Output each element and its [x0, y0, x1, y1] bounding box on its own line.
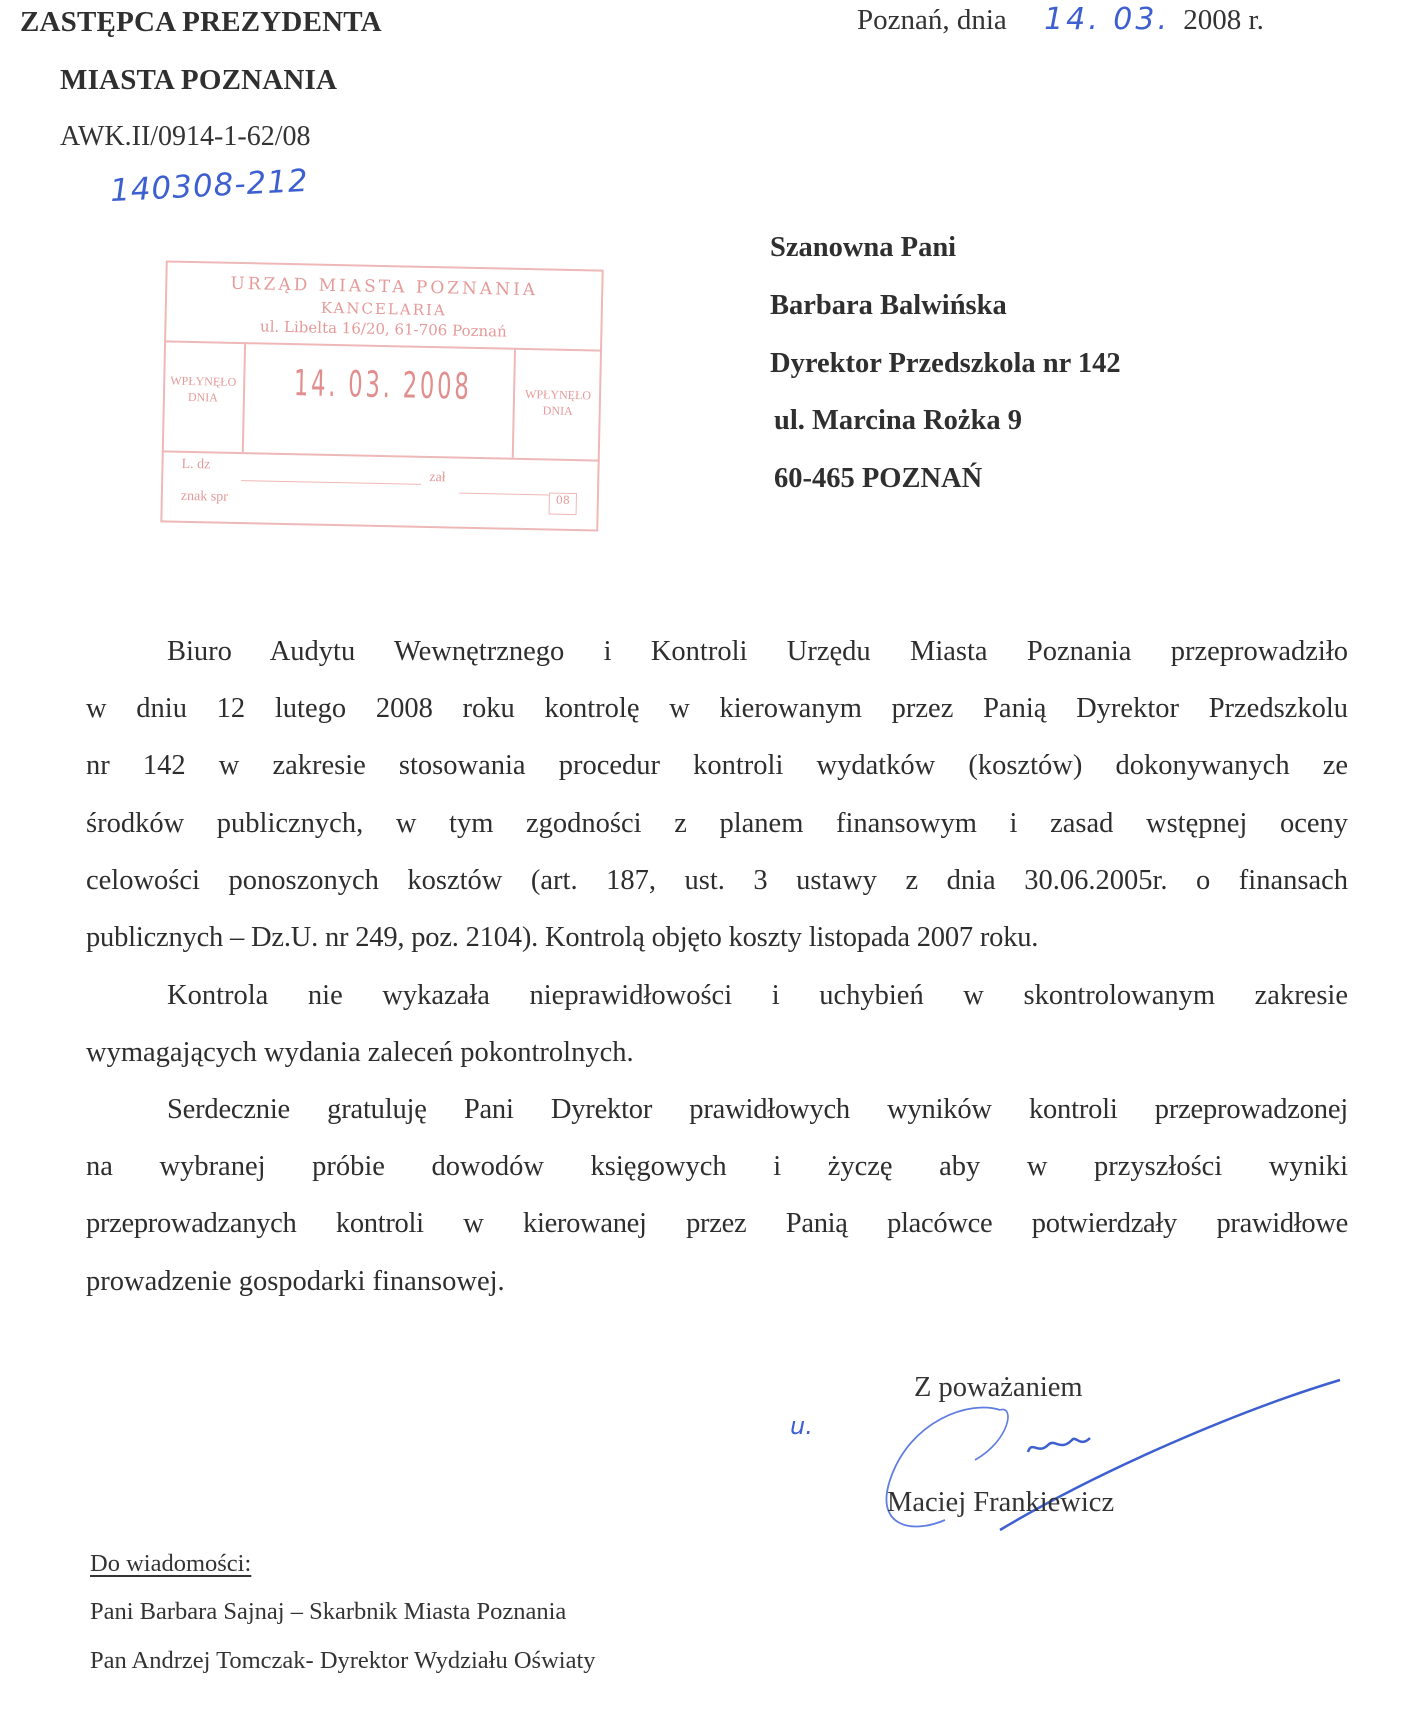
body-line: wymagających wydania zaleceń pokontrolnych. — [86, 1037, 634, 1068]
stamp-box: 08 — [549, 493, 577, 516]
date-suffix: 2008 r. — [1183, 4, 1264, 36]
body-line: Biuro Audytu Wewnętrznego i Kontroli Urzędu Miasta Poznania przeprowadziło — [167, 636, 1348, 667]
body-line: prowadzenie gospodarki finansowej. — [86, 1266, 505, 1297]
date-line — [857, 2, 1264, 37]
stamp-zal-label: zał — [429, 470, 446, 486]
body-line: przeprowadzanych kontroli w kierowanej przez Panią placówce potwierdzały prawidłowe — [86, 1208, 1348, 1239]
registry-stamp — [160, 260, 603, 531]
stamp-address: ul. Libelta 16/20, 61-706 Poznań — [259, 317, 507, 341]
body-line: Serdecznie gratuluję Pani Dyrektor prawidłowych wyników kontroli przeprowadzonej — [167, 1094, 1348, 1125]
handwritten-registry-number: 140308-212 — [109, 162, 310, 210]
reference-number: AWK.II/0914-1-62/08 — [60, 121, 311, 152]
signatory-name: Maciej Frankiewicz — [887, 1487, 1115, 1518]
body-line: celowości ponoszonych kosztów (art. 187, ust. 3 ustawy z dnia 30.06.2005r. o finansach — [86, 865, 1348, 896]
cc-heading: Do wiadomości: — [90, 1550, 252, 1577]
recipient-name: Barbara Balwińska — [770, 290, 1007, 321]
stamp-received-label: DNIA — [187, 389, 219, 405]
cc-recipient: Pan Andrzej Tomczak- Dyrektor Wydziału Oświaty — [90, 1647, 596, 1674]
stamp-received-right — [518, 386, 599, 420]
signature-stroke — [1028, 1438, 1090, 1452]
signature-stroke — [975, 1410, 1008, 1460]
stamp-received-left — [163, 372, 244, 406]
recipient-city: 60-465 POZNAŃ — [774, 463, 983, 494]
recipient-position: Dyrektor Przedszkola nr 142 — [770, 348, 1121, 379]
cc-recipient: Pani Barbara Sajnaj – Skarbnik Miasta Poznania — [90, 1598, 567, 1625]
stamp-received-label: WPŁYNĘŁO — [170, 373, 237, 389]
recipient-street: ul. Marcina Rożka 9 — [774, 405, 1023, 436]
body-line: Kontrola nie wykazała nieprawidłowości i uchybień w skontrolowanym zakresie — [167, 980, 1348, 1011]
body-line: w dniu 12 lutego 2008 roku kontrolę w kierowanym przez Panią Dyrektor Przedszkolu — [86, 693, 1348, 724]
sender-title-line2: MIASTA POZNANIA — [60, 64, 338, 96]
stamp-received-label: DNIA — [542, 403, 573, 418]
closing-regards: Z poważaniem — [914, 1372, 1083, 1403]
body-line: publicznych – Dz.U. nr 249, poz. 2104). Kontrolą objęto koszty listopada 2007 roku. — [86, 922, 1039, 953]
stamp-office: URZĄD MIASTA POZNANIA — [230, 273, 539, 301]
stamp-ldz-label: L. dz — [181, 456, 211, 473]
stamp-received-date: 14. 03. 2008 — [293, 363, 473, 408]
body-line: na wybranej próbie dowodów księgowych i życzę aby w przyszłości wyniki — [86, 1151, 1348, 1182]
stamp-department: KANCELARIA — [320, 298, 447, 320]
stamp-received-label: WPŁYNĘŁO — [524, 386, 592, 403]
sender-title-line1: ZASTĘPCA PREZYDENTA — [20, 6, 382, 38]
stamp-znak-label: znak spr — [180, 488, 229, 505]
date-prefix: Poznań, dnia — [857, 4, 1007, 36]
handwritten-date: 14. 03. — [1044, 2, 1171, 37]
recipient-salutation: Szanowna Pani — [770, 232, 957, 263]
signature-prefix: u. — [790, 1412, 813, 1440]
body-line: środków publicznych, w tym zgodności z planem finansowym i zasad wstępnej oceny — [86, 808, 1348, 839]
body-line: nr 142 w zakresie stosowania procedur kontroli wydatków (kosztów) dokonywanych ze — [86, 750, 1348, 781]
